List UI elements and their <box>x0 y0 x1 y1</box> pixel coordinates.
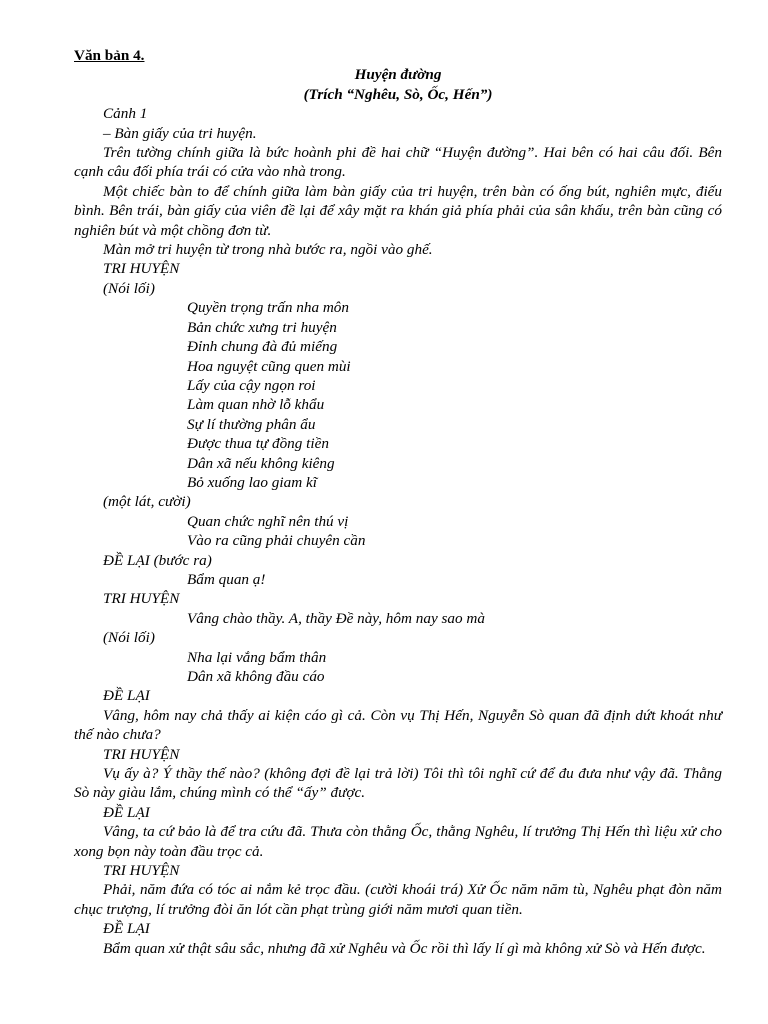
stage-line: ĐỀ LẠI <box>103 687 150 705</box>
verse-line: Dân xã nếu không kiêng <box>187 454 335 472</box>
paragraph: Vụ ấy à? Ý thầy thế nào? (không đợi đề lại trả lời) Tôi thì tôi nghĩ cứ để đu đưa như vậy đã. Thằng Sò này giàu lắm, chúng mình có thể “ấy” được. <box>74 765 722 802</box>
paragraph: Vâng, ta cứ bảo là để tra cứu đã. Thưa còn thằng Ốc, thằng Nghêu, lí trưởng Thị Hến thì liệu xử cho xong bọn này toàn đầu trọc cả. <box>74 823 722 860</box>
verse-line: Được thua tự đồng tiền <box>187 435 329 453</box>
verse-line: Quan chức nghĩ nên thú vị <box>187 512 349 530</box>
verse-line: Vào ra cũng phải chuyên cần <box>187 532 366 550</box>
verse-line: Quyền trọng trấn nha môn <box>187 299 349 317</box>
stage-line: TRI HUYỆN <box>103 590 180 608</box>
verse-line: Sự lí thường phân ẩu <box>187 415 316 433</box>
play-title: Huyện đường <box>354 66 442 84</box>
document-body <box>74 104 722 958</box>
stage-line: ĐỀ LẠI <box>103 920 150 938</box>
verse-line: Hoa nguyệt cũng quen mùi <box>187 357 351 375</box>
verse-line: Lấy của cậy ngọn roi <box>187 376 316 394</box>
verse-line: Đỉnh chung đà đủ miếng <box>187 338 338 356</box>
paragraph: Phải, năm đứa có tóc ai nắm kẻ trọc đầu. (cười khoái trá) Xử Ốc năm năm tù, Nghêu phạt đòn năm chục trượng, lí trưởng đòi ăn lót cần phạt trùng giới năm mươi quan tiền. <box>74 881 722 918</box>
verse-line: Bẩm quan ạ! <box>187 570 266 588</box>
verse-line: Làm quan nhờ lỗ khẩu <box>187 396 325 414</box>
verse-line: Bỏ xuống lao giam kĩ <box>187 473 317 491</box>
paragraph: Một chiếc bàn to để chính giữa làm bàn giấy của tri huyện, trên bàn có ống bút, nghiên mực, điếu bình. Bên trái, bàn giấy của viên đề lại để xây mặt ra khán giả phía phải của sân khấu, trên bàn cũng có nghiên bút và một chồng đơn từ. <box>74 182 722 239</box>
verse-line: Vâng chào thầy. A, thầy Đề này, hôm nay sao mà <box>187 609 485 627</box>
paragraph: Vâng, hôm nay chả thấy ai kiện cáo gì cả. Còn vụ Thị Hến, Nguyễn Sò quan đã định dứt khoát như thế nào chưa? <box>74 706 722 744</box>
paragraph: Trên tường chính giữa là bức hoành phi đề hai chữ “Huyện đường”. Hai bên có hai câu đối. Bên cạnh câu đối phía trái có cửa vào nhà trong. <box>74 144 722 181</box>
stage-line: (Nói lối) <box>103 629 155 647</box>
verse-line: Nha lại vắng bẩm thân <box>187 648 327 666</box>
stage-line: TRI HUYỆN <box>103 862 180 880</box>
stage-line: (một lát, cười) <box>103 493 191 511</box>
play-subtitle: (Trích “Nghêu, Sò, Ốc, Hến”) <box>303 85 493 103</box>
paragraph: Bẩm quan xử thật sâu sắc, nhưng đã xử Nghêu và Ốc rồi thì lấy lí gì mà không xử Sò và Hến được. <box>103 939 706 957</box>
verse-line: Bản chức xưng tri huyện <box>187 318 337 336</box>
document-heading: Văn bản 4. <box>74 47 145 64</box>
stage-line: (Nói lối) <box>103 279 155 297</box>
stage-line: – Bàn giấy của tri huyện. <box>103 124 257 142</box>
stage-line: Cảnh 1 <box>103 105 148 123</box>
verse-line: Dân xã không đầu cáo <box>187 668 325 685</box>
stage-line: TRI HUYỆN <box>103 260 180 278</box>
paragraph: Màn mở tri huyện từ trong nhà bước ra, ngồi vào ghế. <box>103 241 433 259</box>
stage-line: TRI HUYỆN <box>103 745 180 763</box>
stage-line: ĐỀ LẠI <box>103 803 150 821</box>
stage-line: ĐỀ LẠI (bước ra) <box>103 551 212 569</box>
